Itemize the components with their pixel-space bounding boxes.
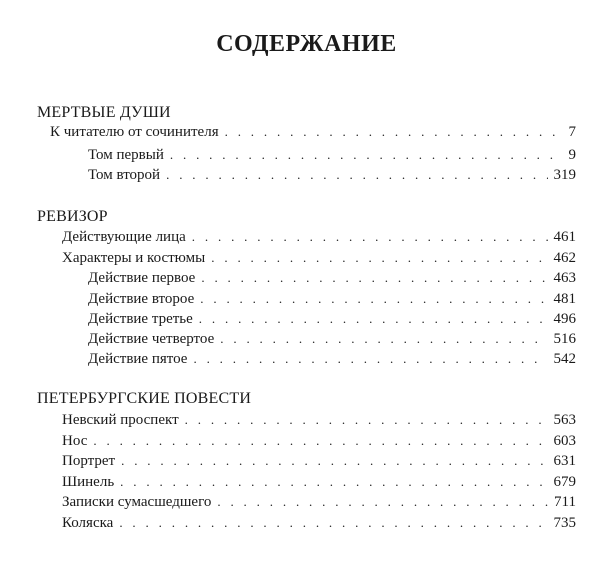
toc-entry[interactable] <box>88 145 576 165</box>
toc-entry-page: 711 <box>554 494 576 510</box>
toc-entry-page: 9 <box>568 147 576 163</box>
toc-entry-page: 631 <box>553 453 576 469</box>
dot-leader <box>119 513 547 533</box>
toc-entry[interactable] <box>62 451 576 471</box>
toc-entry[interactable] <box>88 329 576 349</box>
dot-leader <box>217 492 548 512</box>
toc-entry-page: 496 <box>553 311 576 327</box>
toc-entry-page: 563 <box>553 412 576 428</box>
toc-entry[interactable] <box>62 472 576 492</box>
toc-entry-page: 516 <box>553 331 576 347</box>
toc-entry-title: Невский проспект <box>62 412 179 428</box>
dot-leader <box>185 410 548 430</box>
toc-entry[interactable] <box>62 410 576 430</box>
toc-entry[interactable] <box>62 492 576 512</box>
section-heading-inspector: РЕВИЗОР <box>37 208 108 225</box>
toc-entry-page: 462 <box>553 250 576 266</box>
toc-entry[interactable] <box>50 122 576 142</box>
toc-entry[interactable] <box>88 165 576 185</box>
section-heading-dead-souls: МЕРТВЫЕ ДУШИ <box>37 104 171 121</box>
dot-leader <box>166 165 547 185</box>
toc-entry[interactable] <box>62 227 576 247</box>
toc-entry-title: Характеры и костюмы <box>62 250 206 266</box>
dot-leader <box>225 122 563 142</box>
dot-leader <box>211 248 547 268</box>
toc-entry-page: 481 <box>553 291 576 307</box>
toc-entry[interactable] <box>62 513 576 533</box>
toc-entry-title: Записки сумасшедшего <box>62 494 212 510</box>
toc-entry-title: Действие четвертое <box>88 331 215 347</box>
section-heading-petersburg-tales: ПЕТЕРБУРГСКИЕ ПОВЕСТИ <box>37 390 252 407</box>
toc-entry-page: 461 <box>553 229 576 245</box>
dot-leader <box>192 227 548 247</box>
toc-entry-page: 735 <box>553 515 576 531</box>
dot-leader <box>200 289 547 309</box>
dot-leader <box>93 431 547 451</box>
toc-entry-title: Действие второе <box>88 291 195 307</box>
dot-leader <box>201 268 547 288</box>
toc-entry-page: 542 <box>553 351 576 367</box>
toc-entry-title: Том первый <box>88 147 164 163</box>
dot-leader <box>199 309 548 329</box>
toc-entry-title: Шинель <box>62 474 115 490</box>
dot-leader <box>120 472 547 492</box>
dot-leader <box>220 329 547 349</box>
toc-entry-page: 463 <box>553 270 576 286</box>
toc-entry-title: Коляска <box>62 515 114 531</box>
toc-entry-page: 7 <box>568 124 576 140</box>
toc-entry-title: Нос <box>62 433 88 449</box>
dot-leader <box>170 145 563 165</box>
toc-entry-title: Действие пятое <box>88 351 188 367</box>
toc-entry-title: Том второй <box>88 167 161 183</box>
toc-entry-page: 319 <box>553 167 576 183</box>
toc-entry-title: Действие первое <box>88 270 196 286</box>
toc-entry-title: Действие третье <box>88 311 193 327</box>
toc-entry[interactable] <box>88 268 576 288</box>
toc-entry[interactable] <box>88 349 576 369</box>
toc-entry-page: 679 <box>553 474 576 490</box>
page-title: СОДЕРЖАНИЕ <box>216 31 397 57</box>
toc-entry[interactable] <box>62 248 576 268</box>
toc-entry-title: Действующие лица <box>62 229 186 245</box>
dot-leader <box>121 451 547 471</box>
toc-entry-page: 603 <box>553 433 576 449</box>
toc-entry[interactable] <box>88 289 576 309</box>
dot-leader <box>193 349 547 369</box>
toc-entry-title: К читателю от сочинителя <box>50 124 219 140</box>
toc-entry[interactable] <box>62 431 576 451</box>
toc-entry[interactable] <box>88 309 576 329</box>
toc-entry-title: Портрет <box>62 453 116 469</box>
